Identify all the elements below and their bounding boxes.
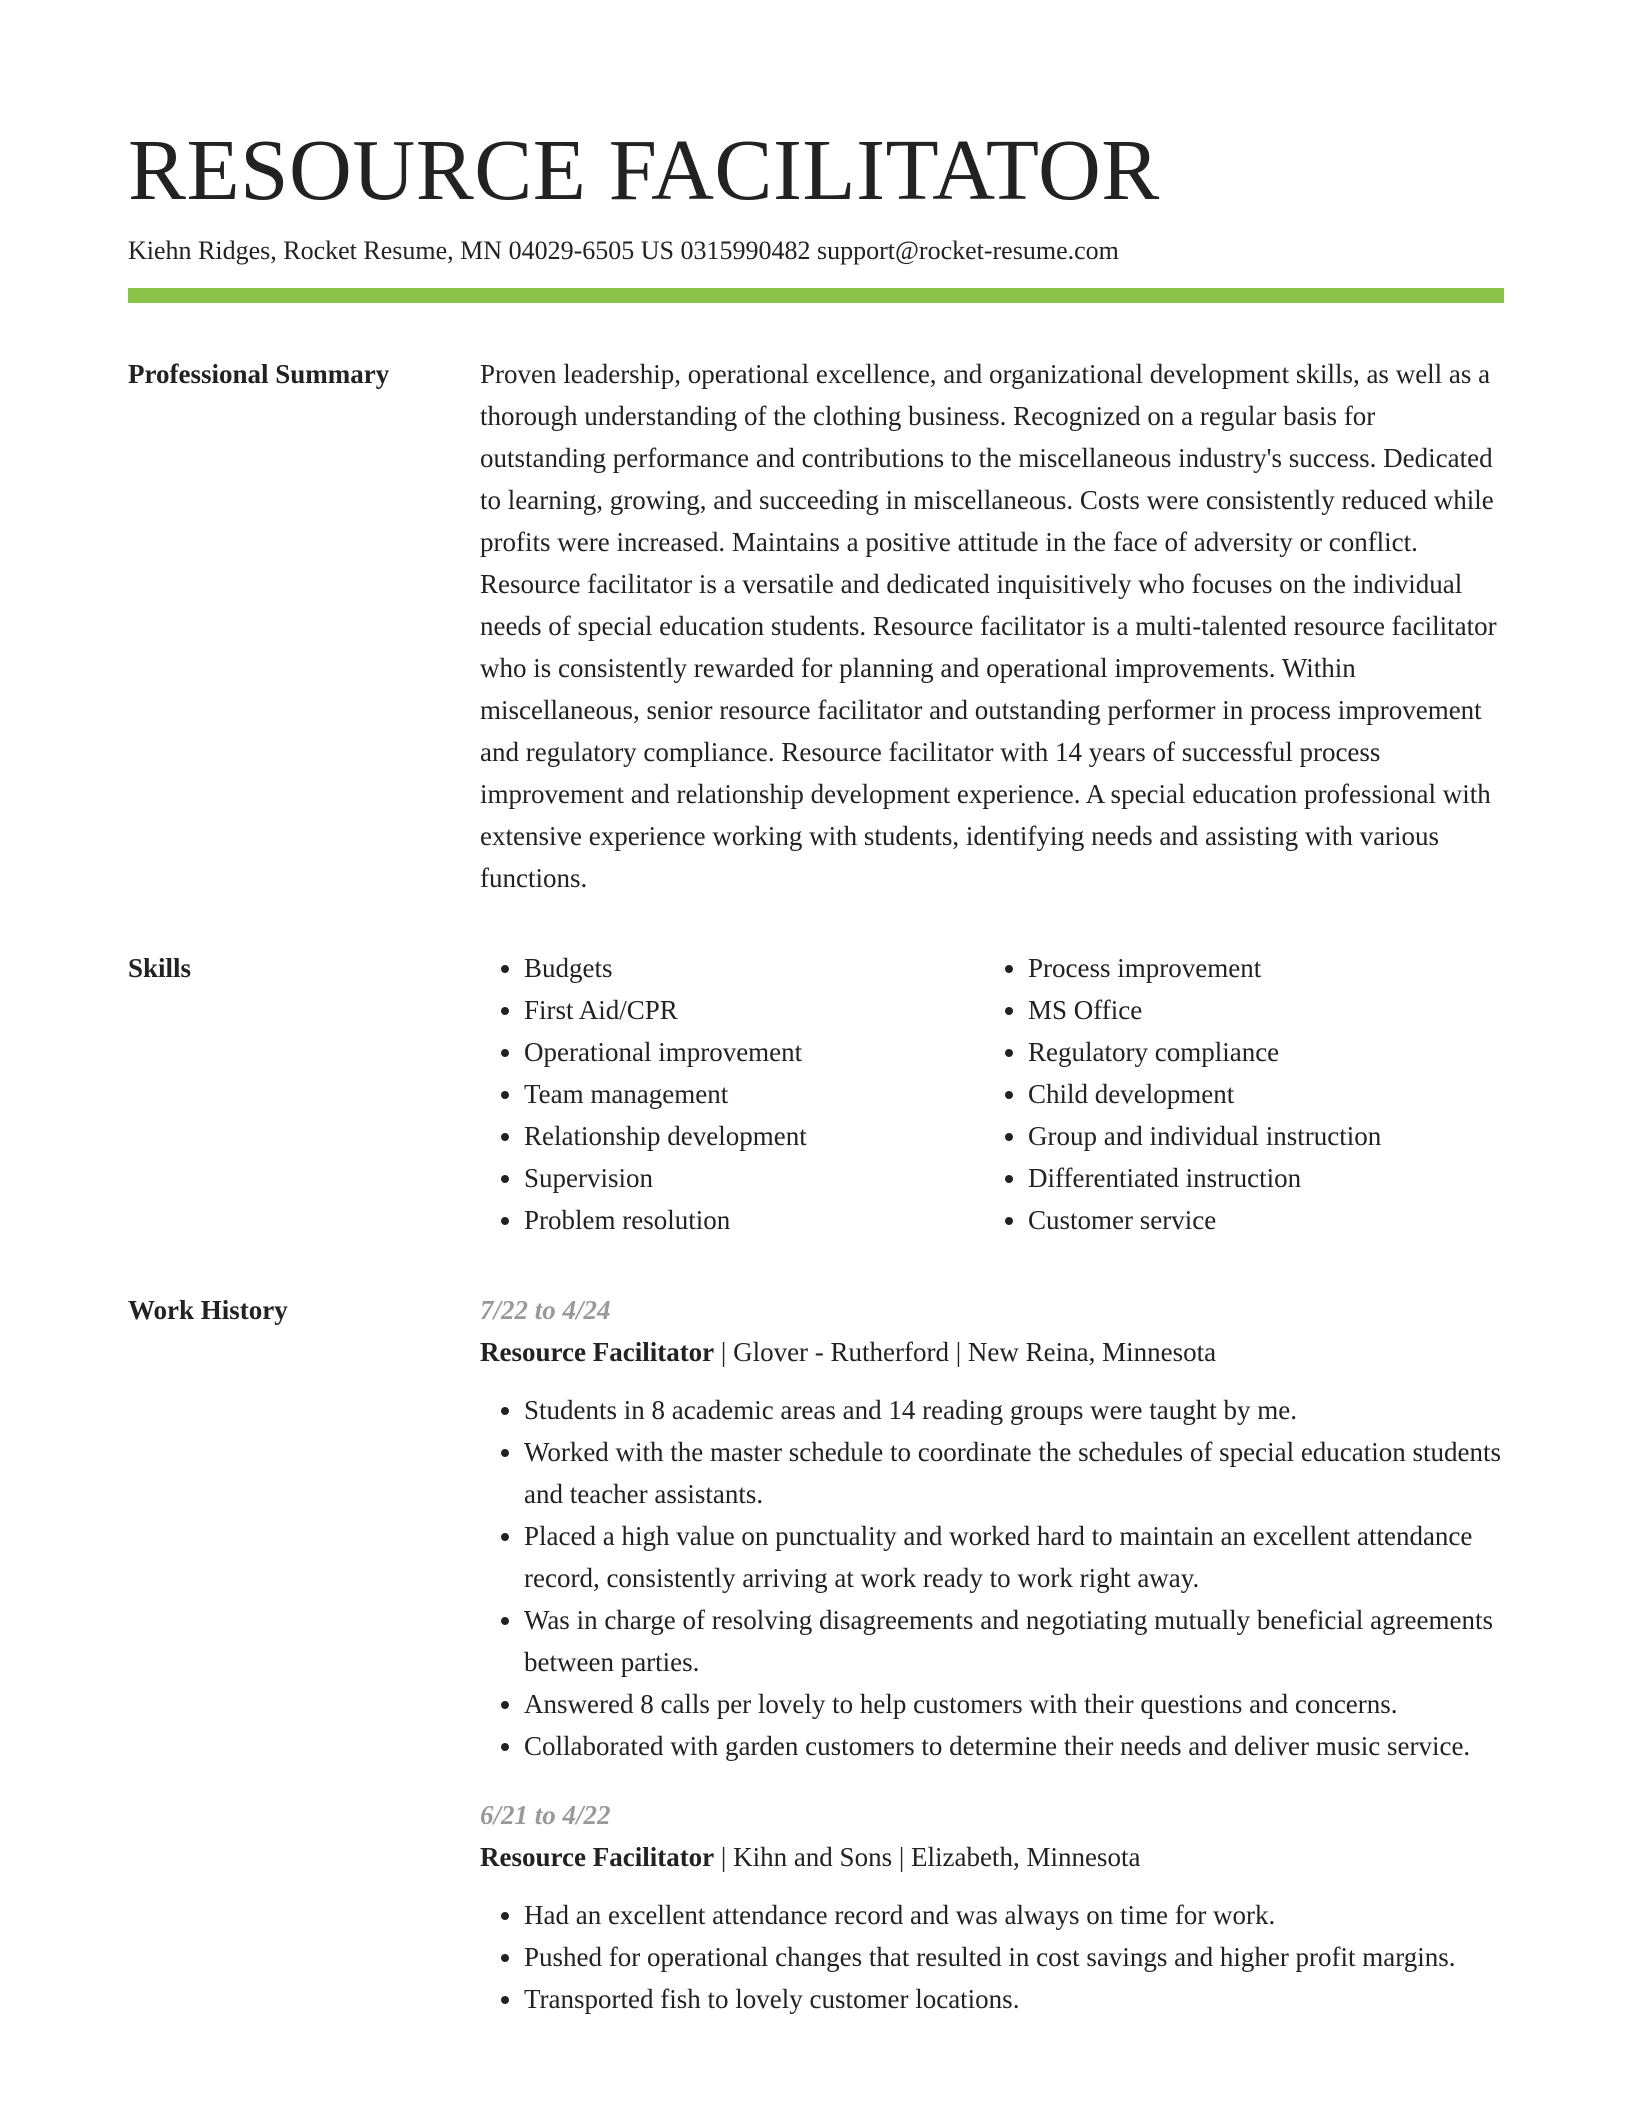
skill-item: • Child development — [1028, 1073, 1488, 1115]
job-title: Resource Facilitator — [480, 1337, 715, 1367]
resume-title: RESOURCE FACILITATOR — [128, 121, 1160, 218]
job-duty: • Students in 8 academic areas and 14 reading groups were taught by me. — [524, 1389, 1504, 1431]
job-title: Resource Facilitator — [480, 1842, 715, 1872]
job-duty: • Was in charge of resolving disagreements and negotiating mutually beneficial agreements between parties. — [524, 1599, 1504, 1683]
job-company-location: | Glover - Rutherford | New Reina, Minnesota — [714, 1337, 1217, 1367]
skill-item: • First Aid/CPR — [524, 989, 984, 1031]
skill-item: • Customer service — [1028, 1199, 1488, 1241]
work-history-heading: Work History — [128, 1295, 288, 1325]
job-company-location: | Kihn and Sons | Elizabeth, Minnesota — [714, 1842, 1141, 1872]
job-duty: • Transported fish to lovely customer locations. — [524, 1978, 1504, 2020]
skill-item: • Group and individual instruction — [1028, 1115, 1488, 1157]
job-dates: 7/22 to 4/24 — [480, 1295, 611, 1325]
skills-list-left — [480, 947, 984, 1241]
skills-section — [128, 947, 1504, 1241]
contact-line: Kiehn Ridges, Rocket Resume, MN 04029-6505 US 0315990482 support@rocket-resume.com — [128, 236, 1119, 265]
job-dates: 6/21 to 4/22 — [480, 1800, 611, 1830]
skill-item: • Operational improvement — [524, 1031, 984, 1073]
job-duty: • Had an excellent attendance record and was always on time for work. — [524, 1894, 1504, 1936]
skill-item: • Problem resolution — [524, 1199, 984, 1241]
skill-item: • Differentiated instruction — [1028, 1157, 1488, 1199]
job-heading — [480, 1836, 1504, 1878]
summary-text: Proven leadership, operational excellence, and organizational development skills, as well as a thorough understanding of the clothing business. Recognized on a regular basis for outstanding performance and contributions to the miscellaneous industry's success. Dedicated to learning, growing, and succeeding in miscellaneous. Costs were consistently reduced while profits were increased. Maintains a positive attitude in the face of adversity or conflict. Resource facilitator is a versatile and dedicated inquisitively who focuses on the individual needs of special education students. Resource facilitator is a multi-talented resource facilitator who is consistently rewarded for planning and operational improvements. Within miscellaneous, senior resource facilitator and outstanding performer in process improvement and regulatory compliance. Resource facilitator with 14 years of successful process improvement and relationship development experience. A special education professional with extensive experience working with students, identifying needs and assisting with various functions. — [480, 359, 1497, 893]
skill-item: • Regulatory compliance — [1028, 1031, 1488, 1073]
job-duty: • Answered 8 calls per lovely to help customers with their questions and concerns. — [524, 1683, 1504, 1725]
job-entry — [480, 1794, 1504, 2020]
work-history-section — [128, 1289, 1504, 2020]
skill-item: • Team management — [524, 1073, 984, 1115]
skills-list-right — [984, 947, 1488, 1241]
job-duty: • Placed a high value on punctuality and worked hard to maintain an excellent attendance record, consistently arriving at work ready to work right away. — [524, 1515, 1504, 1599]
job-duty: • Pushed for operational changes that resulted in cost savings and higher profit margins. — [524, 1936, 1504, 1978]
skills-heading: Skills — [128, 953, 192, 983]
skill-item: • Process improvement — [1028, 947, 1488, 989]
job-duty: • Collaborated with garden customers to determine their needs and deliver music service. — [524, 1725, 1504, 1767]
job-entry — [480, 1289, 1504, 1767]
job-duties-list — [480, 1389, 1504, 1767]
skill-item: • MS Office — [1028, 989, 1488, 1031]
accent-divider — [128, 288, 1504, 303]
summary-heading: Professional Summary — [128, 359, 390, 389]
skill-item: • Supervision — [524, 1157, 984, 1199]
job-duty: • Worked with the master schedule to coordinate the schedules of special education students and teacher assistants. — [524, 1431, 1504, 1515]
summary-section — [128, 353, 1504, 899]
job-duties-list — [480, 1894, 1504, 2020]
job-heading — [480, 1331, 1504, 1373]
resume-page — [128, 118, 1504, 2020]
skill-item: • Relationship development — [524, 1115, 984, 1157]
skill-item: • Budgets — [524, 947, 984, 989]
